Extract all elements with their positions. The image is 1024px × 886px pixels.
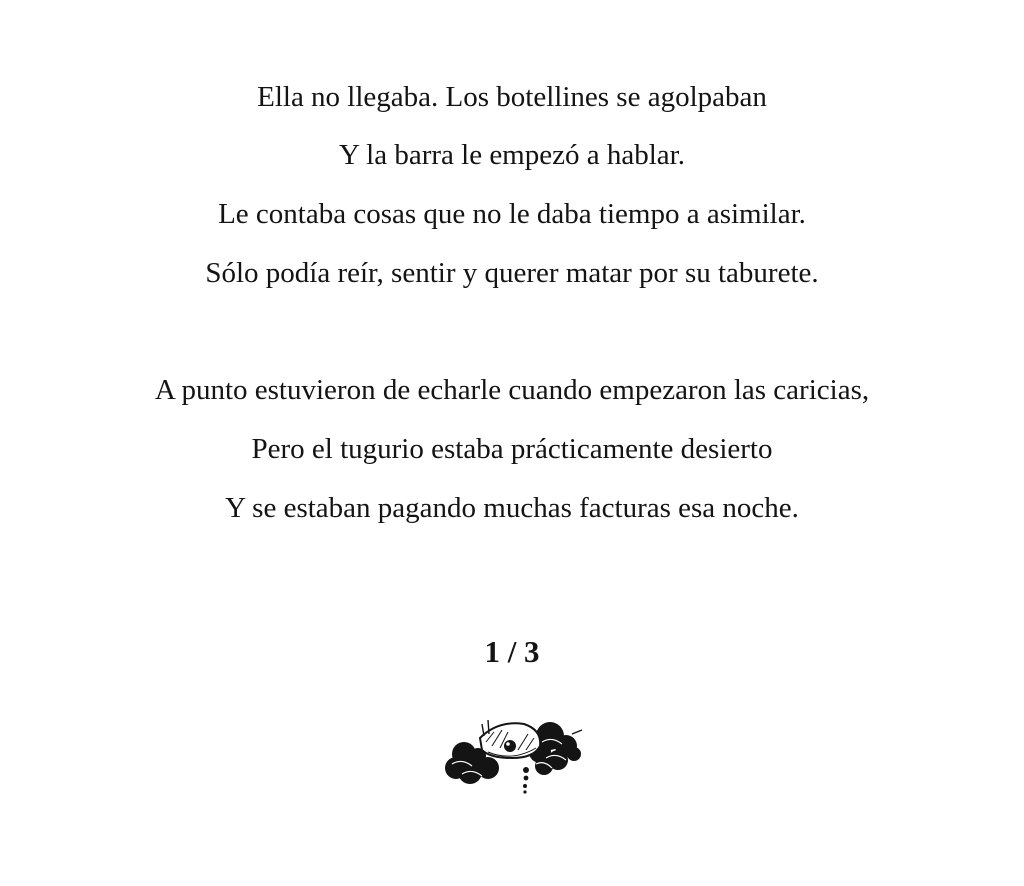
poem-line: Sólo podía reír, sentir y querer matar por su taburete. xyxy=(205,257,819,289)
poem-line: A punto estuvieron de echarle cuando empezaron las caricias, xyxy=(154,374,870,406)
page-number: 1 / 3 xyxy=(484,634,540,669)
ink-drawing-illustration-icon xyxy=(442,712,586,798)
poem-line: Le contaba cosas que no le daba tiempo a asimilar. xyxy=(218,198,806,230)
poem-line: Y se estaban pagando muchas facturas esa noche. xyxy=(225,492,799,524)
poem-line: Y la barra le empezó a hablar. xyxy=(339,139,685,171)
poem-line: Ella no llegaba. Los botellines se agolpaban xyxy=(257,81,767,113)
poem-line: Pero el tugurio estaba prácticamente desierto xyxy=(251,433,773,465)
